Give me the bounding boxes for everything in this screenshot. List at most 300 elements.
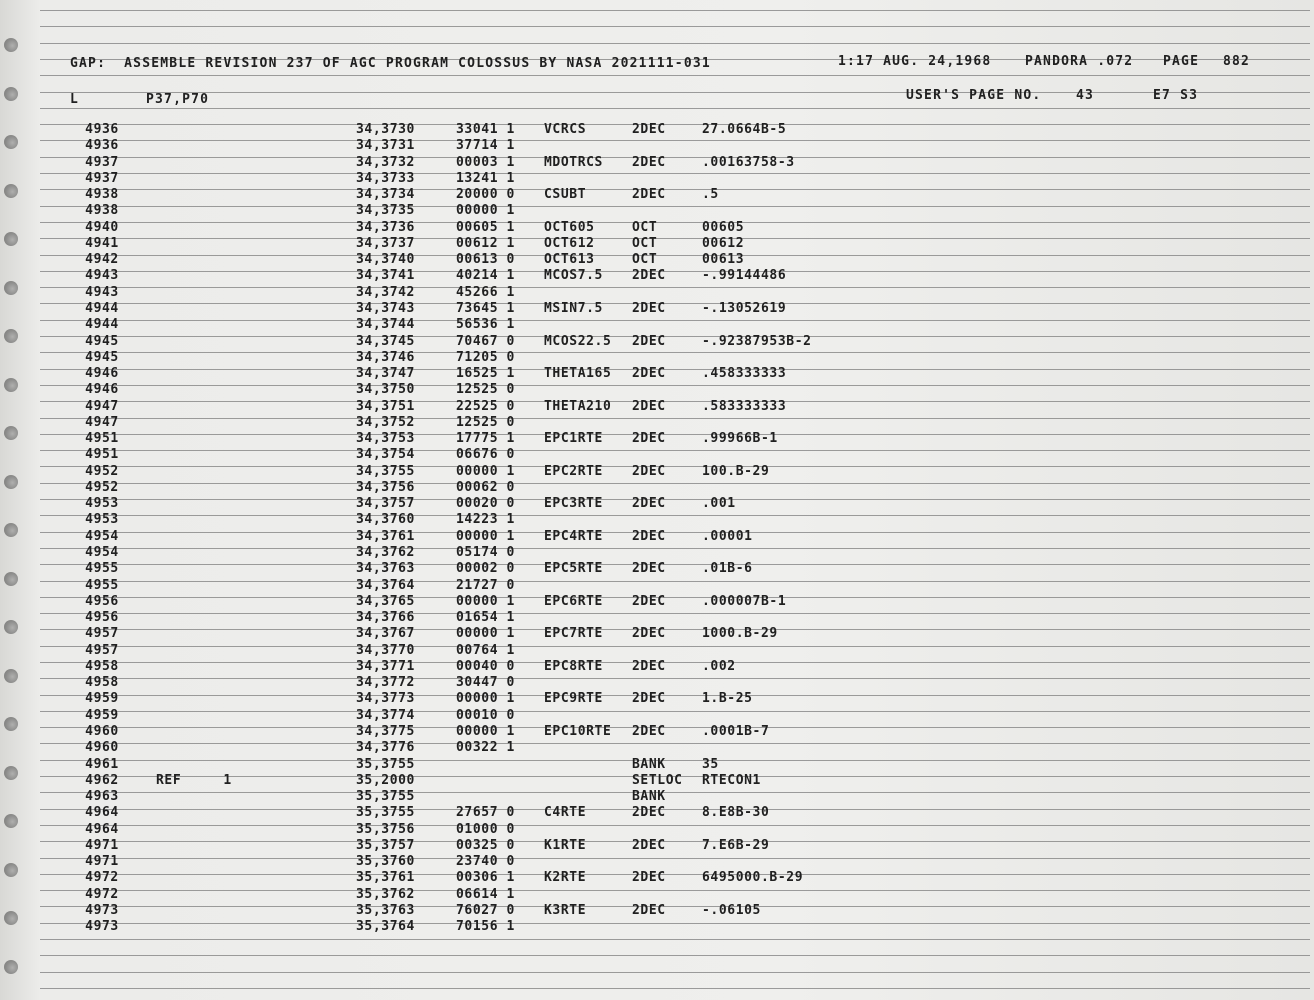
octal-code: 37714 1 (456, 138, 515, 153)
octal-code: 40214 1 (456, 268, 515, 283)
octal-code: 30447 0 (456, 675, 515, 690)
section-name: P37,P70 (146, 92, 210, 107)
opcode: 2DEC (632, 724, 666, 739)
line-number: 4946 (85, 382, 119, 397)
rule-line (40, 108, 1310, 109)
rule-line (40, 825, 1310, 826)
symbol-label: K1RTE (544, 838, 587, 853)
address: 35,3755 (356, 789, 415, 804)
operand: -.99144486 (702, 268, 787, 283)
address: 34,3765 (356, 594, 415, 609)
opcode: OCT (632, 236, 658, 251)
opcode: 2DEC (632, 334, 666, 349)
symbol-label: EPC7RTE (544, 626, 603, 641)
rule-line (40, 711, 1310, 712)
octal-code: 33041 1 (456, 122, 515, 137)
symbol-label: EPC9RTE (544, 691, 603, 706)
opcode: 2DEC (632, 301, 666, 316)
line-number: 4943 (85, 285, 119, 300)
octal-code: 21727 0 (456, 578, 515, 593)
octal-code: 70467 0 (456, 334, 515, 349)
rule-line (40, 923, 1310, 924)
operand: -.92387953B-2 (702, 334, 812, 349)
opcode: 2DEC (632, 805, 666, 820)
operand: .99966B-1 (702, 431, 778, 446)
feed-hole (4, 281, 18, 295)
rule-line (40, 43, 1310, 44)
rule-line (40, 336, 1310, 337)
operand: 100.B-29 (702, 464, 770, 479)
symbol-label: EPC1RTE (544, 431, 603, 446)
symbol-label: EPC2RTE (544, 464, 603, 479)
line-number: 4936 (85, 138, 119, 153)
rule-line (40, 222, 1310, 223)
line-number: 4952 (85, 480, 119, 495)
rule-line (40, 303, 1310, 304)
rule-line (40, 792, 1310, 793)
address: 34,3775 (356, 724, 415, 739)
symbol-label: THETA210 (544, 399, 612, 414)
symbol-label: EPC6RTE (544, 594, 603, 609)
octal-code: 17775 1 (456, 431, 515, 446)
line-number: 4972 (85, 870, 119, 885)
address: 34,3745 (356, 334, 415, 349)
line-number: 4945 (85, 334, 119, 349)
rule-line (40, 157, 1310, 158)
line-number: 4946 (85, 366, 119, 381)
rule-line (40, 352, 1310, 353)
octal-code: 71205 0 (456, 350, 515, 365)
opcode: 2DEC (632, 903, 666, 918)
page-number: 882 (1223, 54, 1251, 69)
feed-hole (4, 766, 18, 780)
symbol-label: EPC4RTE (544, 529, 603, 544)
feed-hole (4, 184, 18, 198)
address: 34,3755 (356, 464, 415, 479)
opcode: 2DEC (632, 561, 666, 576)
rule-line (40, 972, 1310, 973)
address: 34,3756 (356, 480, 415, 495)
opcode: 2DEC (632, 431, 666, 446)
address: 35,3755 (356, 805, 415, 820)
address: 34,3767 (356, 626, 415, 641)
octal-code: 00306 1 (456, 870, 515, 885)
address: 34,3733 (356, 171, 415, 186)
symbol-label: C4RTE (544, 805, 587, 820)
line-number: 4971 (85, 838, 119, 853)
address: 34,3764 (356, 578, 415, 593)
feed-hole (4, 523, 18, 537)
operand: -.06105 (702, 903, 761, 918)
operand: .583333333 (702, 399, 787, 414)
operand: .00001 (702, 529, 753, 544)
address: 34,3747 (356, 366, 415, 381)
symbol-label: THETA165 (544, 366, 612, 381)
rule-line (40, 483, 1310, 484)
address: 34,3742 (356, 285, 415, 300)
rule-line (40, 597, 1310, 598)
operand: 1000.B-29 (702, 626, 778, 641)
symbol-label: EPC3RTE (544, 496, 603, 511)
symbol-label: OCT612 (544, 236, 595, 251)
line-number: 4963 (85, 789, 119, 804)
octal-code: 76027 0 (456, 903, 515, 918)
rule-line (40, 10, 1310, 11)
rule-line (40, 238, 1310, 239)
operand: .002 (702, 659, 736, 674)
rule-line (40, 906, 1310, 907)
rule-line (40, 760, 1310, 761)
address: 34,3770 (356, 643, 415, 658)
address: 34,3761 (356, 529, 415, 544)
opcode: 2DEC (632, 870, 666, 885)
symbol-label: MCOS22.5 (544, 334, 612, 349)
line-number: 4947 (85, 415, 119, 430)
page-suffix: E7 S3 (1153, 88, 1199, 103)
opcode: 2DEC (632, 626, 666, 641)
rule-line (40, 206, 1310, 207)
opcode: 2DEC (632, 691, 666, 706)
feed-hole (4, 475, 18, 489)
rule-line (40, 695, 1310, 696)
rule-line (40, 955, 1310, 956)
opcode: 2DEC (632, 464, 666, 479)
rule-line (40, 255, 1310, 256)
rule-line (40, 499, 1310, 500)
octal-code: 00000 1 (456, 594, 515, 609)
rule-line (40, 874, 1310, 875)
rule-line (40, 434, 1310, 435)
octal-code: 00000 1 (456, 626, 515, 641)
opcode: 2DEC (632, 187, 666, 202)
line-number: 4940 (85, 220, 119, 235)
opcode: SETLOC (632, 773, 683, 788)
line-number: 4945 (85, 350, 119, 365)
rule-line (40, 140, 1310, 141)
address: 34,3741 (356, 268, 415, 283)
octal-code: 00040 0 (456, 659, 515, 674)
line-number: 4953 (85, 512, 119, 527)
octal-code: 00010 0 (456, 708, 515, 723)
print-timestamp: 1:17 AUG. 24,1968 (838, 54, 992, 69)
line-number: 4955 (85, 578, 119, 593)
operand: .001 (702, 496, 736, 511)
operand: 6495000.B-29 (702, 870, 804, 885)
octal-code: 00000 1 (456, 464, 515, 479)
operand: 27.0664B-5 (702, 122, 787, 137)
opcode: 2DEC (632, 366, 666, 381)
octal-code: 45266 1 (456, 285, 515, 300)
operand: RTECON1 (702, 773, 761, 788)
rule-line (40, 124, 1310, 125)
line-number: 4938 (85, 203, 119, 218)
operand: 00613 (702, 252, 745, 267)
address: 35,3756 (356, 822, 415, 837)
octal-code: 00322 1 (456, 740, 515, 755)
operand: 00605 (702, 220, 745, 235)
line-number: 4957 (85, 643, 119, 658)
line-number: 4958 (85, 659, 119, 674)
rule-line (40, 532, 1310, 533)
rule-line (40, 173, 1310, 174)
octal-code: 12525 0 (456, 415, 515, 430)
octal-code: 16525 1 (456, 366, 515, 381)
octal-code: 23740 0 (456, 854, 515, 869)
rule-line (40, 515, 1310, 516)
line-number: 4964 (85, 822, 119, 837)
line-number: 4971 (85, 854, 119, 869)
octal-code: 20000 0 (456, 187, 515, 202)
address: 35,3757 (356, 838, 415, 853)
feed-hole (4, 669, 18, 683)
octal-code: 14223 1 (456, 512, 515, 527)
line-number: 4936 (85, 122, 119, 137)
operand: 35 (702, 757, 719, 772)
symbol-label: MDOTRCS (544, 155, 603, 170)
address: 35,3755 (356, 757, 415, 772)
opcode: 2DEC (632, 659, 666, 674)
line-number: 4941 (85, 236, 119, 251)
operand: .458333333 (702, 366, 787, 381)
line-number: 4956 (85, 610, 119, 625)
address: 34,3763 (356, 561, 415, 576)
line-number: 4943 (85, 268, 119, 283)
line-number: 4954 (85, 545, 119, 560)
rule-line (40, 629, 1310, 630)
symbol-label: K2RTE (544, 870, 587, 885)
left-code: L (70, 92, 80, 107)
octal-code: 00612 1 (456, 236, 515, 251)
rule-line (40, 92, 1310, 93)
opcode: 2DEC (632, 399, 666, 414)
ref-field: REF 1 (156, 773, 232, 788)
feed-hole (4, 717, 18, 731)
rule-line (40, 320, 1310, 321)
address: 34,3762 (356, 545, 415, 560)
line-number: 4957 (85, 626, 119, 641)
address: 34,3757 (356, 496, 415, 511)
line-number: 4952 (85, 464, 119, 479)
rule-line (40, 385, 1310, 386)
rule-line (40, 939, 1310, 940)
address: 34,3744 (356, 317, 415, 332)
address: 34,3773 (356, 691, 415, 706)
rule-line (40, 646, 1310, 647)
operand: 00612 (702, 236, 745, 251)
octal-code: 27657 0 (456, 805, 515, 820)
address: 34,3737 (356, 236, 415, 251)
address: 34,3735 (356, 203, 415, 218)
address: 34,3752 (356, 415, 415, 430)
symbol-label: OCT605 (544, 220, 595, 235)
line-number: 4958 (85, 675, 119, 690)
octal-code: 06676 0 (456, 447, 515, 462)
operand: 7.E6B-29 (702, 838, 770, 853)
address: 34,3736 (356, 220, 415, 235)
line-number: 4973 (85, 919, 119, 934)
address: 35,3764 (356, 919, 415, 934)
octal-code: 00003 1 (456, 155, 515, 170)
address: 34,3730 (356, 122, 415, 137)
operand: .000007B-1 (702, 594, 787, 609)
feed-hole (4, 863, 18, 877)
line-number: 4954 (85, 529, 119, 544)
rule-line (40, 26, 1310, 27)
rule-line (40, 727, 1310, 728)
octal-code: 00002 0 (456, 561, 515, 576)
line-number: 4956 (85, 594, 119, 609)
octal-code: 22525 0 (456, 399, 515, 414)
opcode: 2DEC (632, 838, 666, 853)
octal-code: 01000 0 (456, 822, 515, 837)
operand: .00163758-3 (702, 155, 795, 170)
symbol-label: MSIN7.5 (544, 301, 603, 316)
address: 34,3753 (356, 431, 415, 446)
line-number: 4972 (85, 887, 119, 902)
opcode: 2DEC (632, 268, 666, 283)
address: 35,3761 (356, 870, 415, 885)
octal-code: 13241 1 (456, 171, 515, 186)
rule-line (40, 564, 1310, 565)
line-number: 4944 (85, 317, 119, 332)
line-number: 4955 (85, 561, 119, 576)
address: 34,3734 (356, 187, 415, 202)
operand: -.13052619 (702, 301, 787, 316)
symbol-label: VCRCS (544, 122, 587, 137)
feed-hole (4, 38, 18, 52)
line-number: 4960 (85, 740, 119, 755)
address: 34,3776 (356, 740, 415, 755)
octal-code: 05174 0 (456, 545, 515, 560)
feed-hole (4, 572, 18, 586)
opcode: 2DEC (632, 122, 666, 137)
rule-line (40, 401, 1310, 402)
octal-code: 00020 0 (456, 496, 515, 511)
address: 34,3731 (356, 138, 415, 153)
line-number: 4962 (85, 773, 119, 788)
feed-hole (4, 135, 18, 149)
address: 34,3760 (356, 512, 415, 527)
feed-hole (4, 87, 18, 101)
address: 34,3740 (356, 252, 415, 267)
address: 34,3772 (356, 675, 415, 690)
octal-code: 01654 1 (456, 610, 515, 625)
line-number: 4959 (85, 691, 119, 706)
rule-line (40, 369, 1310, 370)
address: 35,3763 (356, 903, 415, 918)
opcode: 2DEC (632, 155, 666, 170)
rule-line (40, 271, 1310, 272)
address: 34,3743 (356, 301, 415, 316)
address: 34,3771 (356, 659, 415, 674)
rule-line (40, 809, 1310, 810)
opcode: 2DEC (632, 496, 666, 511)
address: 34,3732 (356, 155, 415, 170)
feed-hole (4, 329, 18, 343)
octal-code: 70156 1 (456, 919, 515, 934)
line-number: 4973 (85, 903, 119, 918)
rule-line (40, 858, 1310, 859)
listing-title: GAP: ASSEMBLE REVISION 237 OF AGC PROGRAM COLOSSUS BY NASA 2021111-031 (70, 56, 711, 71)
operand: .01B-6 (702, 561, 753, 576)
address: 35,2000 (356, 773, 415, 788)
rule-line (40, 841, 1310, 842)
line-number: 4947 (85, 399, 119, 414)
rule-line (40, 287, 1310, 288)
symbol-label: K3RTE (544, 903, 587, 918)
rule-line (40, 189, 1310, 190)
octal-code: 00605 1 (456, 220, 515, 235)
operand: 1.B-25 (702, 691, 753, 706)
address: 34,3754 (356, 447, 415, 462)
symbol-label: EPC10RTE (544, 724, 612, 739)
page-label: PAGE (1163, 54, 1200, 69)
users-page-number: 43 (1076, 88, 1095, 103)
rule-line (40, 466, 1310, 467)
address: 34,3774 (356, 708, 415, 723)
feed-hole (4, 620, 18, 634)
rule-line (40, 613, 1310, 614)
line-number: 4961 (85, 757, 119, 772)
feed-hole (4, 814, 18, 828)
rule-line (40, 548, 1310, 549)
line-number: 4959 (85, 708, 119, 723)
octal-code: 00764 1 (456, 643, 515, 658)
address: 35,3762 (356, 887, 415, 902)
octal-code: 00000 1 (456, 203, 515, 218)
line-number: 4944 (85, 301, 119, 316)
rule-line (40, 743, 1310, 744)
rule-line (40, 75, 1310, 76)
rule-line (40, 678, 1310, 679)
rule-line (40, 662, 1310, 663)
site-label: PANDORA .072 (1025, 54, 1134, 69)
operand: .0001B-7 (702, 724, 770, 739)
symbol-label: EPC8RTE (544, 659, 603, 674)
address: 34,3750 (356, 382, 415, 397)
feed-hole (4, 960, 18, 974)
feed-hole (4, 911, 18, 925)
line-number: 4938 (85, 187, 119, 202)
octal-code: 12525 0 (456, 382, 515, 397)
line-number: 4942 (85, 252, 119, 267)
opcode: OCT (632, 220, 658, 235)
rule-line (40, 988, 1310, 989)
feed-hole (4, 378, 18, 392)
line-number: 4951 (85, 447, 119, 462)
line-number: 4937 (85, 171, 119, 186)
octal-code: 00325 0 (456, 838, 515, 853)
symbol-label: OCT613 (544, 252, 595, 267)
opcode: BANK (632, 757, 666, 772)
opcode: OCT (632, 252, 658, 267)
opcode: BANK (632, 789, 666, 804)
line-number: 4937 (85, 155, 119, 170)
address: 34,3751 (356, 399, 415, 414)
rule-line (40, 450, 1310, 451)
octal-code: 00000 1 (456, 724, 515, 739)
symbol-label: EPC5RTE (544, 561, 603, 576)
operand: .5 (702, 187, 719, 202)
address: 34,3766 (356, 610, 415, 625)
line-number: 4964 (85, 805, 119, 820)
octal-code: 73645 1 (456, 301, 515, 316)
octal-code: 56536 1 (456, 317, 515, 332)
feed-hole (4, 426, 18, 440)
address: 34,3746 (356, 350, 415, 365)
rule-line (40, 890, 1310, 891)
symbol-label: CSUBT (544, 187, 587, 202)
